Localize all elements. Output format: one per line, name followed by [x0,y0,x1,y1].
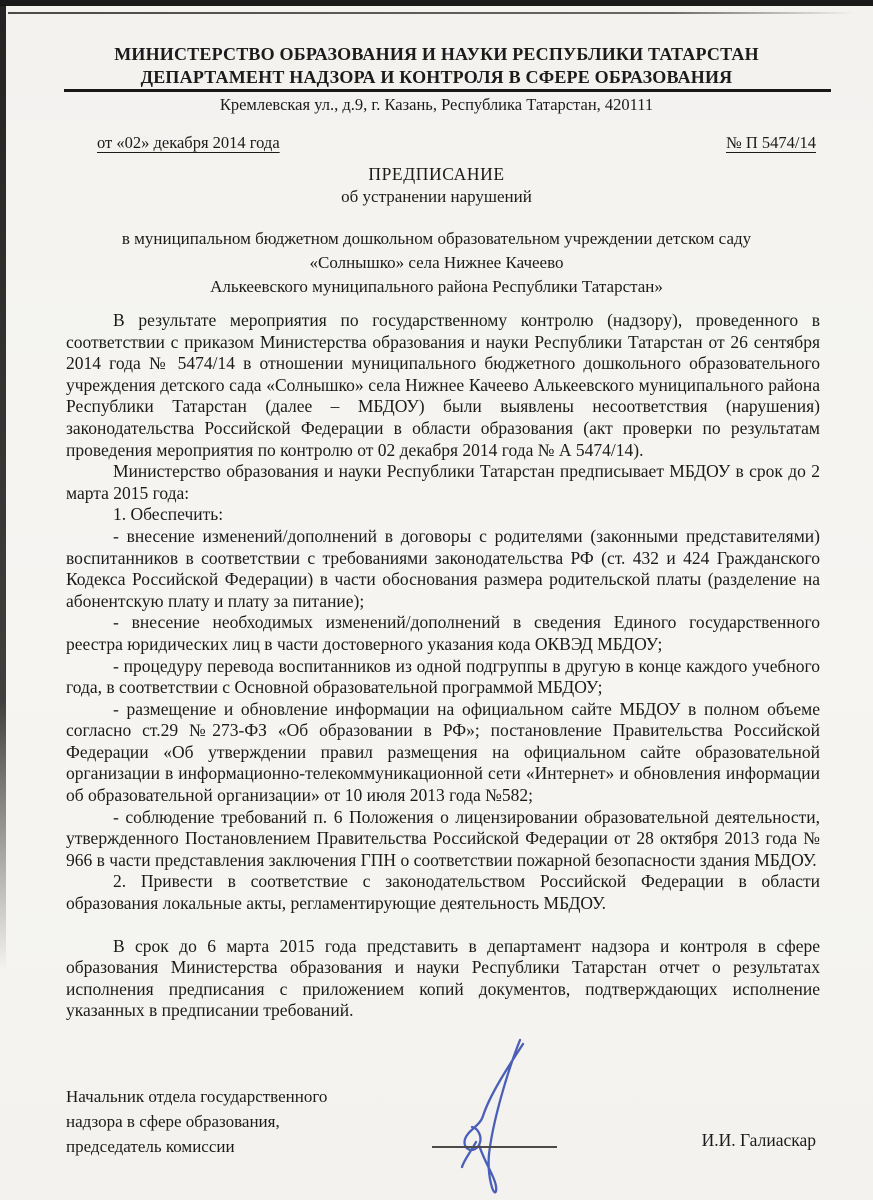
closing-paragraph: В срок до 6 марта 2015 года представить в департамент надзора и контроля в сфере образования Министерства образования и науки Республики Татарстан отчет о результатах исполнения предписания с приложением копий документов, подтверждающих исполнение указанных в предписании требований. [66,935,820,1021]
addressee-block [0,227,873,299]
list-item: - внесение изменений/дополнений в договоры с родителями (законными представителями) воспитанников в соответствии с требованиями законодательства РФ (ст. 432 и 424 Гражданского Кодекса Российской Федерации) в части обоснования размера родительской платы (разделение на абонентскую плату и плату за питание); [66,525,820,611]
scan-line-top [8,12,854,14]
signer-position [66,1084,327,1159]
addressee-line: Алькеевского муниципального района Республики Татарстан» [210,277,663,296]
list-item: - внесение необходимых изменений/дополнений в сведения Единого государственного реестра юридических лиц в части достоверного указания кода ОКВЭД МБДОУ; [66,612,820,654]
document-number: № П 5474/14 [726,133,816,152]
letterhead-address: Кремлевская ул., д.9, г. Казань, Республика Татарстан, 420111 [219,95,654,114]
signature-line [432,1146,557,1148]
paragraph: Министерство образования и науки Республики Татарстан предписывает МБДОУ в срок до 2 марта 2015 года: [66,461,820,503]
handwritten-signature-icon [410,1036,580,1200]
list-item: - процедуру перевода воспитанников из одной подгруппы в другую в конце каждого учебного года, в соответствии с Основной образовательной программой МБДОУ; [66,655,820,698]
list-item: - размещение и обновление информации на официальном сайте МБДОУ в полном объеме согласно ст.29 №273-ФЗ «Об образовании в РФ»; постановление Правительства Российской Федерации «Об утверждении правил размещения на официальном сайте образовательной организации в информационно-телекоммуникационной сети «Интернет» и обновления информации об образовательной организации» от 10 июля 2013 года №582; [66,698,820,806]
list-item: - соблюдение требований п. 6 Положения о лицензировании образовательной деятельности, утвержденного Постановлением Правительства Российской Федерации от 28 октября 2013 года № 966 в части представления заключения ГПН о соответствии пожарной безопасности здания МБДОУ. [66,806,820,870]
addressee-line: в муниципальном бюджетном дошкольном образовательном учреждении детском саду [121,229,752,248]
document-subtitle: об устранении нарушений [341,187,532,206]
signature-stroke [462,1040,523,1192]
document-title: ПРЕДПИСАНИЕ [368,164,505,184]
scan-edge-left [0,5,6,970]
signer-position-line: Начальник отдела государственного [66,1087,328,1106]
department-name: ДЕПАРТАМЕНТ НАДЗОРА И КОНТРОЛЯ В СФЕРЕ ОБРАЗОВАНИЯ [140,67,733,87]
document-body [66,310,820,1022]
signer-name: И.И. Галиаскар [701,1130,816,1150]
list-item: 1. Обеспечить: [113,504,224,525]
paragraph: В результате мероприятия по государственному контролю (надзору), проведенного в соответствии с приказом Министерства образования и науки Республики Татарстан от 26 сентября 2014 года № 5474/14 в отношении муниципального бюджетного дошкольного образовательного учреждения детского сада «Солнышко» села Нижнее Качеево Алькеевского муниципального района Республики Татарстан (далее – МБДОУ) были выявлены несоответствия (нарушения) законодательства Российской Федерации в области образования (акт проверки по результатам проведения мероприятия по контролю от 02 декабря 2014 года № А 5474/14). [66,310,820,460]
signer-position-line: председатель комиссии [66,1137,235,1156]
letterhead-rule [64,89,831,92]
list-item: 2. Привести в соответствие с законодательством Российской Федерации в области образования локальные акты, регламентирующие деятельность МБДОУ. [66,871,820,914]
addressee-line: «Солнышко» села Нижнее Качеево [309,253,564,272]
document-date: от «02» декабря 2014 года [97,133,280,152]
scan-edge-top [0,0,873,6]
signer-position-line: надзора в сфере образования, [66,1112,280,1131]
ministry-name: МИНИСТЕРСТВО ОБРАЗОВАНИЯ И НАУКИ РЕСПУБЛИКИ ТАТАРСТАН [114,44,759,64]
